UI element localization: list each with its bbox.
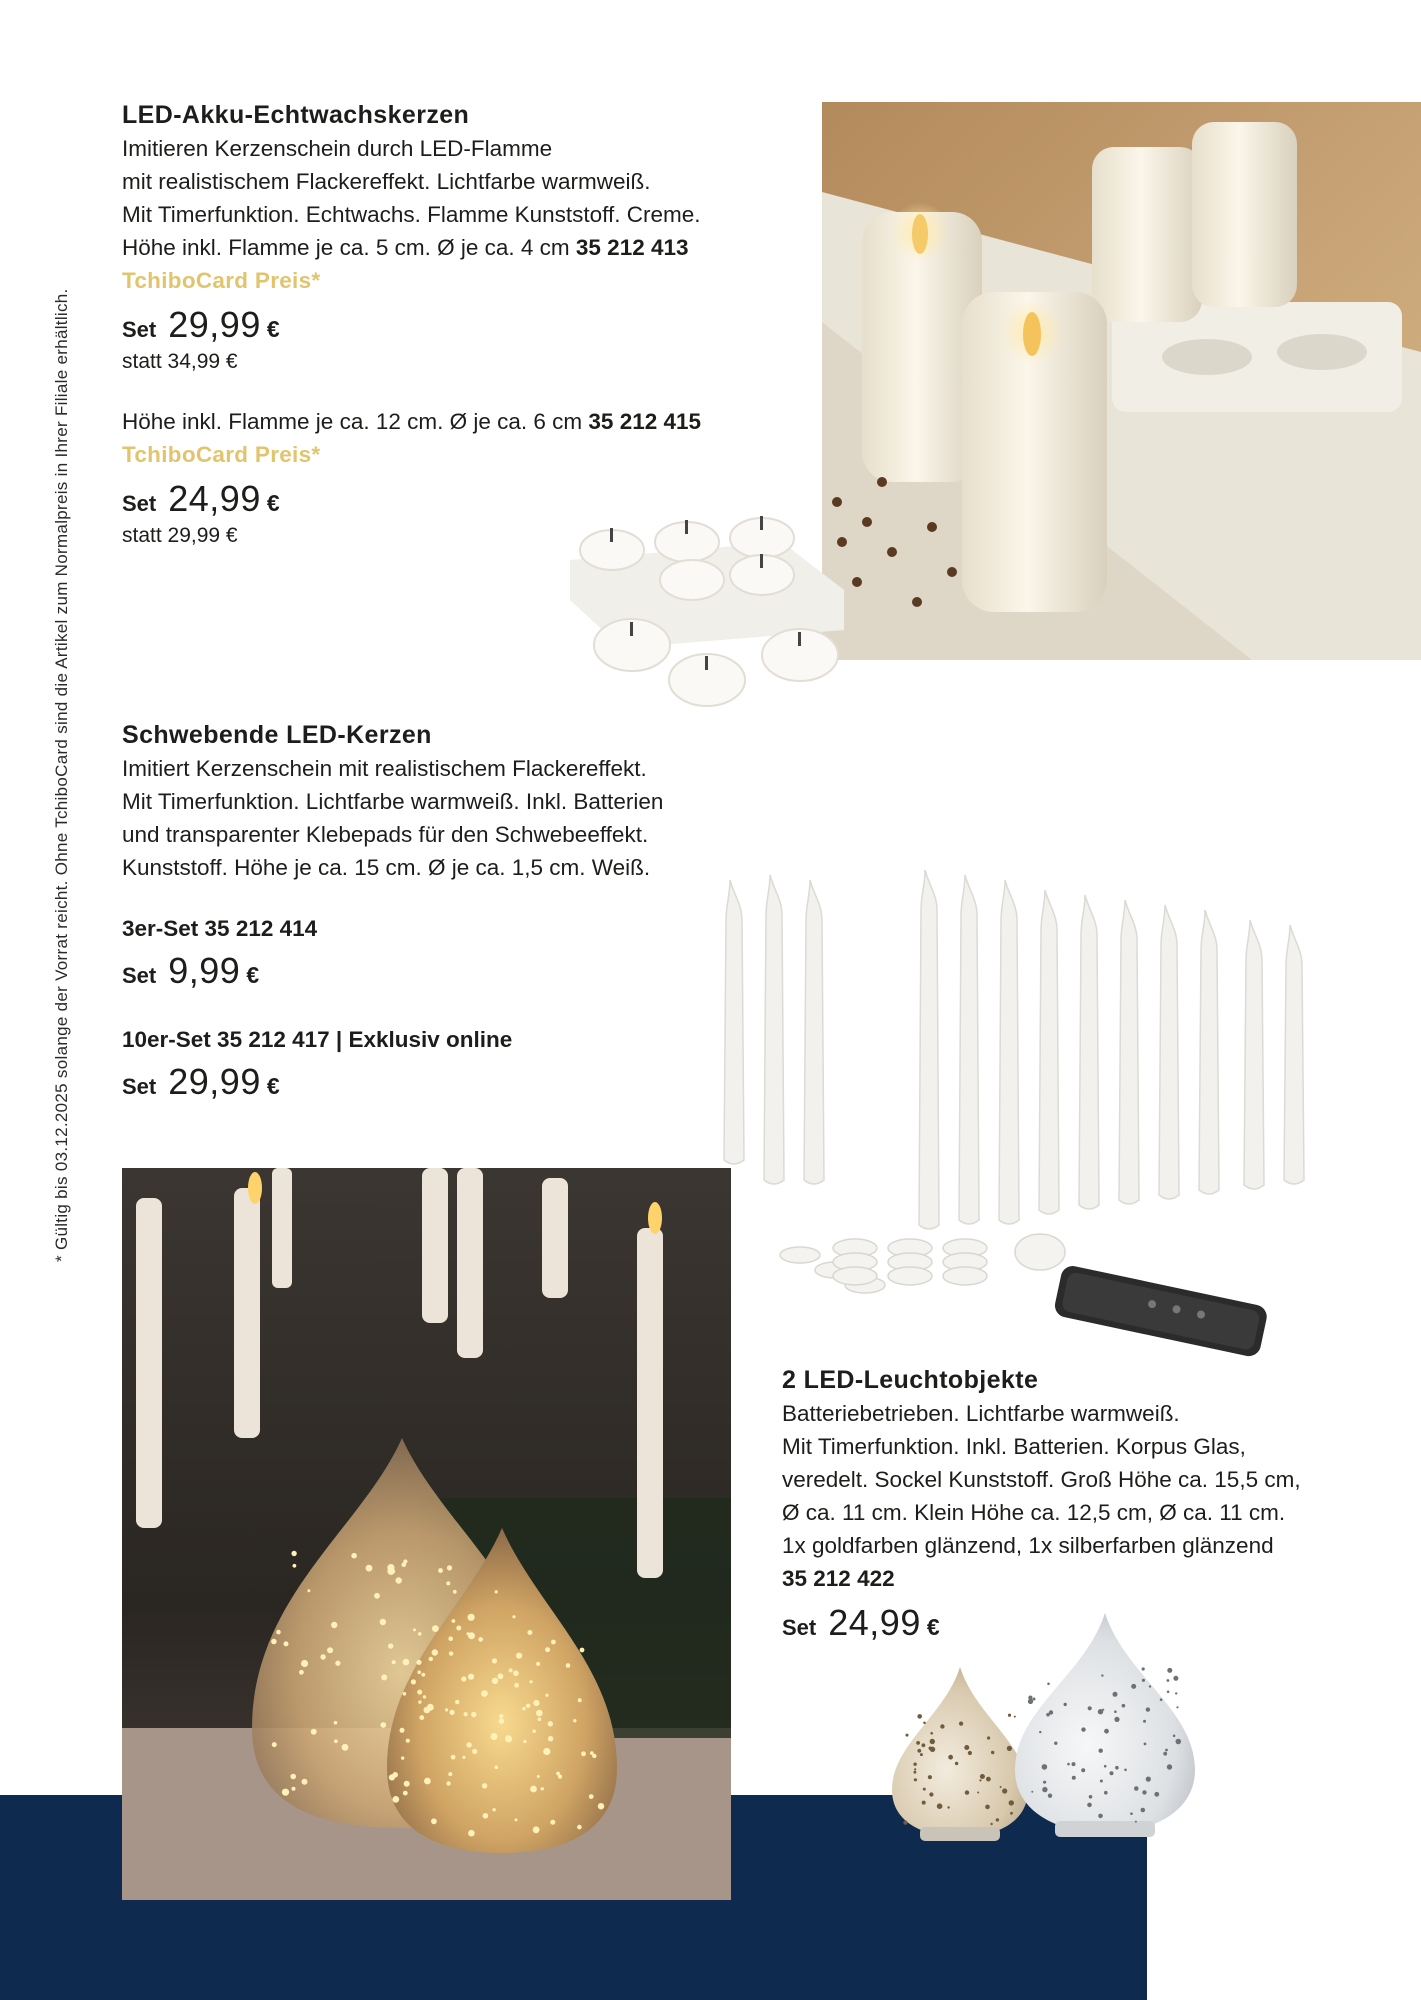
spec-text: Höhe inkl. Flamme je ca. 5 cm. Ø je ca. 4 cm <box>122 235 570 260</box>
spec-text: Höhe inkl. Flamme je ca. 12 cm. Ø je ca. 6 cm <box>122 409 583 434</box>
price-row <box>122 1060 663 1104</box>
description-line: mit realistischem Flackereffekt. Lichtfarbe warmweiß. <box>122 169 651 194</box>
set-label: Set <box>122 1074 157 1099</box>
tealight-set-photo <box>562 480 848 720</box>
product-title: 2 LED-Leuchtobjekte <box>782 1366 1039 1394</box>
variant-spec-small <box>122 231 701 264</box>
old-price: statt 34,99 € <box>122 350 238 373</box>
set-label: Set <box>122 963 157 988</box>
price-value: 29,99 <box>168 304 261 345</box>
product-led-leuchtobjekte <box>782 1363 1301 1645</box>
description-line: Imitieren Kerzenschein durch LED-Flamme <box>122 136 553 161</box>
currency-symbol: € <box>246 962 260 988</box>
candles-lifestyle-photo <box>822 102 1421 660</box>
variant-label: 3er-Set 35 212 414 <box>122 916 318 941</box>
glass-drops-lifestyle-photo <box>122 1168 731 1900</box>
description-line: Kunststoff. Höhe je ca. 15 cm. Ø je ca. 1,5 cm. Weiß. <box>122 855 651 880</box>
currency-symbol: € <box>266 1073 280 1099</box>
old-price: statt 29,99 € <box>122 524 238 547</box>
description-line: Mit Timerfunktion. Inkl. Batterien. Korpus Glas, <box>782 1434 1246 1459</box>
price-row <box>122 303 701 347</box>
description-line: Ø ca. 11 cm. Klein Höhe ca. 12,5 cm, Ø ca. 11 cm. <box>782 1500 1286 1525</box>
price-value: 29,99 <box>168 1061 261 1102</box>
variant-label: 10er-Set 35 212 417 | Exklusiv online <box>122 1027 513 1052</box>
price-value: 24,99 <box>168 478 261 519</box>
currency-symbol: € <box>926 1614 940 1640</box>
glass-drops-product-photo <box>880 1605 1210 1850</box>
product-title: Schwebende LED-Kerzen <box>122 721 432 749</box>
variant-spec-large <box>122 405 701 438</box>
set-label: Set <box>122 491 157 516</box>
article-number: 35 212 413 <box>575 235 689 260</box>
product-title: LED-Akku-Echtwachskerzen <box>122 101 470 129</box>
set-label: Set <box>122 317 157 342</box>
price-value: 24,99 <box>828 1602 921 1643</box>
description-line: Batteriebetrieben. Lichtfarbe warmweiß. <box>782 1401 1180 1426</box>
description-line: Imitiert Kerzenschein mit realistischem Flackereffekt. <box>122 756 647 781</box>
article-number: 35 212 422 <box>782 1566 895 1591</box>
description-line: 1x goldfarben glänzend, 1x silberfarben glänzend <box>782 1533 1274 1558</box>
floating-candles-photo <box>700 860 1390 1360</box>
price-row <box>122 949 663 993</box>
set-label: Set <box>782 1615 817 1640</box>
description-line: Mit Timerfunktion. Echtwachs. Flamme Kunststoff. Creme. <box>122 202 701 227</box>
tchibocard-price-label: TchiboCard Preis* <box>122 442 321 467</box>
article-number: 35 212 415 <box>588 409 702 434</box>
description-line: und transparenter Klebepads für den Schwebeeffekt. <box>122 822 649 847</box>
validity-footnote: * Gültig bis 03.12.2025 solange der Vorrat reicht. Ohne TchiboCard sind die Artikel zum Normalpreis in Ihrer Filiale erhältlich. <box>52 288 71 1262</box>
description-line: veredelt. Sockel Kunststoff. Groß Höhe ca. 15,5 cm, <box>782 1467 1301 1492</box>
description-line: Mit Timerfunktion. Lichtfarbe warmweiß. Inkl. Batterien <box>122 789 664 814</box>
product-schwebende-led-kerzen <box>122 718 663 1104</box>
currency-symbol: € <box>266 316 280 342</box>
currency-symbol: € <box>266 490 280 516</box>
tchibocard-price-label: TchiboCard Preis* <box>122 268 321 293</box>
price-value: 9,99 <box>168 950 241 991</box>
